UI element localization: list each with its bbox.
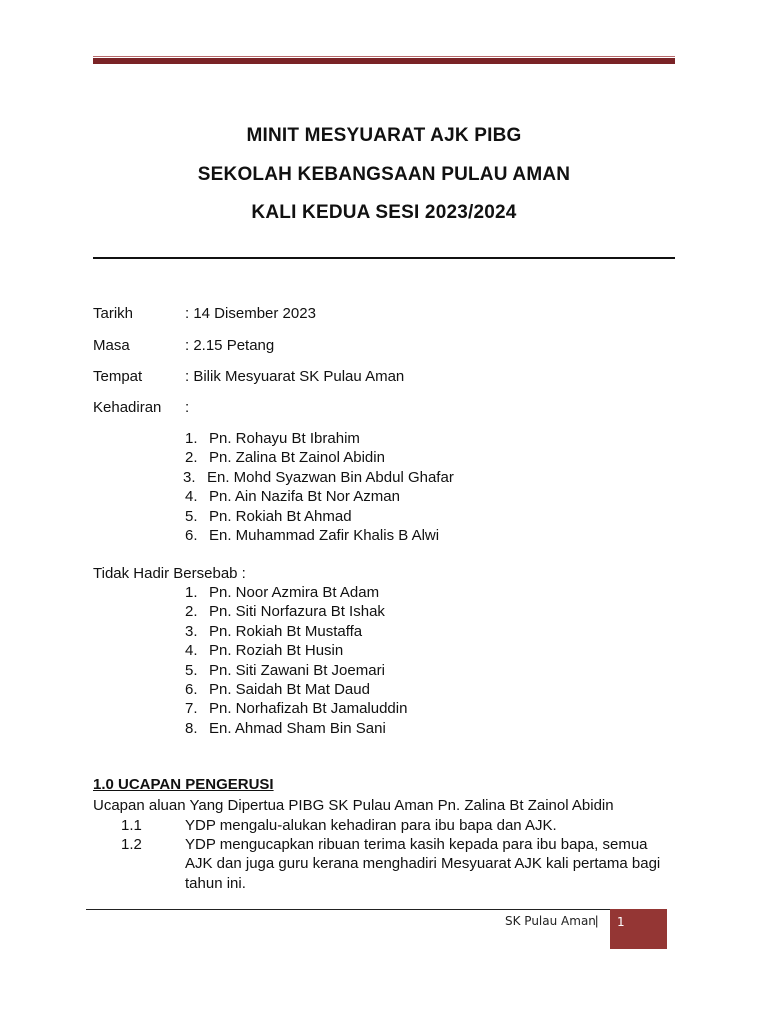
list-item-name: Pn. Noor Azmira Bt Adam bbox=[209, 584, 380, 601]
top-decorative-rule bbox=[93, 56, 675, 57]
list-item bbox=[185, 602, 407, 621]
list-item bbox=[185, 487, 454, 506]
list-item-number: 2. bbox=[185, 449, 198, 467]
list-item-number: 2. bbox=[185, 603, 198, 621]
list-item bbox=[185, 699, 407, 718]
time-value: : 2.15 Petang bbox=[185, 337, 275, 354]
title-line-1: MINIT MESYUARAT AJK PIBG bbox=[246, 125, 522, 146]
list-item-name: Pn. Rokiah Bt Mustaffa bbox=[209, 622, 363, 640]
list-item-number: 3. bbox=[185, 622, 198, 640]
list-item-name: Pn. Norhafizah Bt Jamaluddin bbox=[209, 700, 408, 718]
attendee-list bbox=[185, 429, 454, 545]
list-item bbox=[185, 622, 407, 641]
list-item-number: 4. bbox=[185, 488, 198, 506]
footer-divider bbox=[86, 909, 610, 910]
list-item-name: Pn. Siti Norfazura Bt Ishak bbox=[209, 603, 385, 621]
list-item bbox=[185, 448, 454, 467]
list-item-number: 1. bbox=[185, 430, 198, 447]
list-item-name: Pn. Roziah Bt Husin bbox=[209, 642, 344, 660]
list-item bbox=[185, 526, 454, 545]
list-item bbox=[185, 507, 454, 526]
date-value: : 14 Disember 2023 bbox=[185, 305, 316, 322]
list-item-name: Pn. Siti Zawani Bt Joemari bbox=[209, 661, 385, 679]
absent-heading: Tidak Hadir Bersebab : bbox=[93, 565, 246, 582]
list-item-name: Pn. Rokiah Bt Ahmad bbox=[209, 507, 352, 525]
item-text: YDP mengucapkan ribuan terima kasih kepada para ibu bapa, semua AJK dan juga guru kerana menghadiri Mesyuarat AJK kali pertama bagi tahun ini. bbox=[185, 836, 661, 892]
list-item-name: Pn. Ain Nazifa Bt Nor Azman bbox=[209, 488, 400, 506]
list-item bbox=[185, 429, 454, 448]
list-item bbox=[185, 641, 407, 660]
list-item-name: En. Muhammad Zafir Khalis B Alwi bbox=[209, 526, 440, 544]
attendance-label: Kehadiran bbox=[93, 399, 162, 416]
list-item-number: 6. bbox=[185, 680, 198, 698]
item-number: 1.2 bbox=[121, 836, 142, 853]
attendance-value: : bbox=[185, 399, 190, 416]
venue-value: : Bilik Mesyuarat SK Pulau Aman bbox=[185, 368, 405, 385]
list-item-name: En. Ahmad Sham Bin Sani bbox=[209, 719, 386, 737]
list-item-name: En. Mohd Syazwan Bin Abdul Ghafar bbox=[207, 468, 454, 486]
footer-school-name: SK Pulau Aman bbox=[505, 914, 596, 928]
list-item bbox=[185, 661, 407, 680]
item-text: YDP mengalu-alukan kehadiran para ibu bapa dan AJK. bbox=[185, 817, 557, 834]
list-item-number: 6. bbox=[185, 526, 198, 544]
list-item-name: Pn. Saidah Bt Mat Daud bbox=[209, 680, 370, 698]
list-item-number: 5. bbox=[185, 661, 198, 679]
page-number-box bbox=[610, 909, 667, 949]
list-item-number: 5. bbox=[185, 507, 198, 525]
time-label: Masa bbox=[93, 337, 130, 354]
list-item-number: 1. bbox=[185, 584, 198, 601]
list-item-number: 4. bbox=[185, 642, 198, 660]
venue-label: Tempat bbox=[93, 368, 143, 385]
list-item bbox=[185, 468, 454, 487]
top-decorative-rule-thick bbox=[93, 58, 675, 64]
title-line-3: KALI KEDUA SESI 2023/2024 bbox=[251, 202, 517, 223]
list-item bbox=[185, 583, 407, 602]
title-line-2: SEKOLAH KEBANGSAAN PULAU AMAN bbox=[197, 164, 571, 185]
list-item-number: 7. bbox=[185, 700, 198, 718]
list-item-number: 8. bbox=[185, 719, 198, 737]
title-divider bbox=[93, 257, 675, 259]
list-item-name: Pn. Zalina Bt Zainol Abidin bbox=[209, 449, 385, 467]
date-label: Tarikh bbox=[93, 305, 134, 322]
section-heading: 1.0 UCAPAN PENGERUSI bbox=[93, 776, 274, 793]
list-item bbox=[185, 680, 407, 699]
list-item-name: Pn. Rohayu Bt Ibrahim bbox=[209, 430, 360, 447]
absentee-list bbox=[185, 583, 407, 738]
footer-separator: | bbox=[595, 913, 599, 928]
section-intro: Ucapan aluan Yang Dipertua PIBG SK Pulau Aman Pn. Zalina Bt Zainol Abidin bbox=[93, 797, 614, 814]
page-number: 1 bbox=[617, 915, 625, 929]
item-number: 1.1 bbox=[121, 817, 142, 834]
list-item bbox=[185, 719, 407, 738]
list-item-number: 3. bbox=[183, 468, 196, 486]
